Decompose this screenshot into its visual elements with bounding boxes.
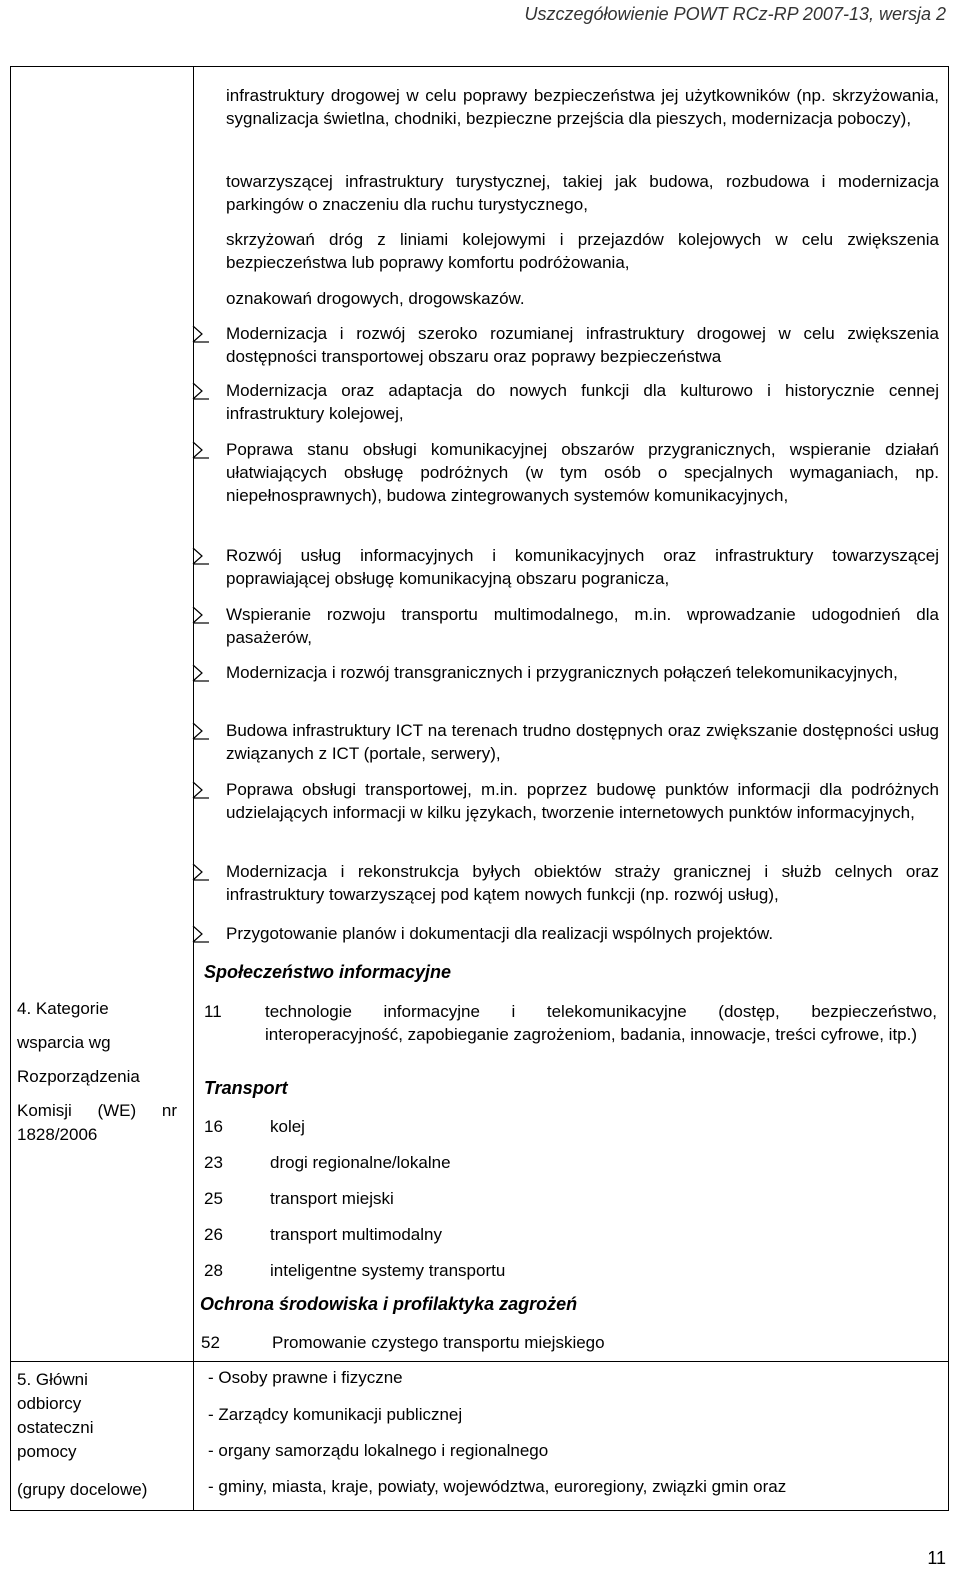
bullet-item-text: Wspieranie rozwoju transportu multimodalnego, m.in. wprowadzanie udogodnień dla pasażerów, xyxy=(226,605,939,647)
beneficiaries-label-line4: pomocy xyxy=(17,1442,77,1461)
category-code: 25 xyxy=(204,1189,223,1208)
bullet-item-text: Modernizacja i rozwój szeroko rozumianej infrastruktury drogowej w celu zwiększenia dostępności transportowej obszaru oraz poprawy bezpieczeństwa xyxy=(226,324,939,366)
section-info-society-title: Społeczeństwo informacyjne xyxy=(204,962,452,982)
category-text: technologie informacyjne i telekomunikacyjne (dostęp, bezpieczeństwo, interoperacyjność, zapobieganie zagrożeniom, badania, innowacje, treści cyfrowe, itp.) xyxy=(265,1002,937,1044)
section-environment-title: Ochrona środowiska i profilaktyka zagrożeń xyxy=(200,1294,578,1314)
page-number: 11 xyxy=(927,1548,946,1568)
beneficiaries-label-line3: ostateczni xyxy=(17,1418,94,1437)
top-paragraph-4: oznakowań drogowych, drogowskazów. xyxy=(226,289,525,308)
bullet-arrow-icon xyxy=(190,381,214,401)
categories-label-line4: Komisji (WE) nr xyxy=(17,1101,177,1120)
category-code: 26 xyxy=(204,1225,223,1244)
beneficiary-item: - Zarządcy komunikacji publicznej xyxy=(208,1405,463,1424)
bullet-arrow-icon xyxy=(190,663,214,683)
category-text: Promowanie czystego transportu miejskiego xyxy=(272,1333,605,1352)
top-paragraph-1: infrastruktury drogowej w celu poprawy bezpieczeństwa jej użytkowników (np. skrzyżowania, sygnalizacja świetlna, chodniki, bezpieczne przejścia dla pieszych, modernizacja poboczy), xyxy=(226,86,939,128)
bullet-arrow-icon xyxy=(190,324,214,344)
categories-label-line5: 1828/2006 xyxy=(17,1125,98,1144)
category-code: 11 xyxy=(204,1002,222,1021)
bullet-item-text: Modernizacja i rozwój transgranicznych i przygranicznych połączeń telekomunikacyjnych, xyxy=(226,663,898,682)
bullet-arrow-icon xyxy=(190,780,214,800)
beneficiary-item: - gminy, miasta, kraje, powiaty, województwa, euroregiony, związki gmin oraz xyxy=(208,1477,787,1496)
category-text: inteligentne systemy transportu xyxy=(270,1261,506,1280)
category-text: kolej xyxy=(270,1117,305,1136)
bullet-item-text: Przygotowanie planów i dokumentacji dla realizacji wspólnych projektów. xyxy=(226,924,774,943)
bullet-item-text: Rozwój usług informacyjnych i komunikacyjnych oraz infrastruktury towarzyszącej poprawiającej obsługę komunikacyjną obszaru pogranicza, xyxy=(226,546,939,588)
bullet-item-text: Modernizacja i rekonstrukcja byłych obiektów straży granicznej i służb celnych oraz infrastruktury towarzyszącej pod kątem nowych funkcji (np. rozwój usług), xyxy=(226,862,939,904)
bullet-arrow-icon xyxy=(190,721,214,741)
categories-header-cell xyxy=(17,997,177,1147)
category-text: drogi regionalne/lokalne xyxy=(270,1153,451,1172)
bullet-item-text: Poprawa stanu obsługi komunikacyjnej obszarów przygranicznych, wspieranie działań ułatwiających obsługę podróżnych (w tym osób o specjalnych wymaganiach, np. niepełnosprawnych), budowa zintegrowanych systemów komunikacyjnych, xyxy=(226,440,939,505)
category-text: transport miejski xyxy=(270,1189,394,1208)
bullet-arrow-icon xyxy=(190,862,214,882)
top-paragraph-3: skrzyżowań dróg z liniami kolejowymi i przejazdów kolejowych w celu zwiększenia bezpieczeństwa lub poprawy komfortu podróżowania, xyxy=(226,230,939,272)
category-code: 23 xyxy=(204,1153,223,1172)
top-paragraph-2: towarzyszącej infrastruktury turystycznej, takiej jak budowa, rozbudowa i modernizacja parkingów o znaczeniu dla ruchu turystycznego, xyxy=(226,172,939,214)
bullet-arrow-icon xyxy=(190,924,214,944)
section-transport-title: Transport xyxy=(204,1078,288,1098)
bullet-arrow-icon xyxy=(190,605,214,625)
category-code: 16 xyxy=(204,1117,223,1136)
bullet-item-text: Poprawa obsługi transportowej, m.in. poprzez budowę punktów informacji dla podróżnych udzielających informacji w kilku językach, tworzenie internetowych punktów informacyjnych, xyxy=(226,780,939,822)
category-text: transport multimodalny xyxy=(270,1225,442,1244)
document-header: Uszczegółowienie POWT RCz-RP 2007-13, wersja 2 xyxy=(524,4,946,24)
category-code: 28 xyxy=(204,1261,223,1280)
bullet-item-text: Modernizacja oraz adaptacja do nowych funkcji dla kulturowo i historycznie cennej infrastruktury kolejowej, xyxy=(226,381,939,423)
categories-label-line2: wsparcia wg xyxy=(17,1033,111,1052)
beneficiaries-label-line1: 5. Główni xyxy=(17,1370,88,1389)
categories-label-line3: Rozporządzenia xyxy=(17,1067,140,1086)
bullet-item-text: Budowa infrastruktury ICT na terenach trudno dostępnych oraz zwiększanie dostępności usług związanych z ICT (portale, serwery), xyxy=(226,721,939,763)
row-divider xyxy=(11,1361,948,1362)
category-code: 52 xyxy=(201,1333,220,1352)
bullet-arrow-icon xyxy=(190,440,214,460)
beneficiary-item: - organy samorządu lokalnego i regionalnego xyxy=(208,1441,549,1460)
beneficiary-item: - Osoby prawne i fizyczne xyxy=(208,1368,403,1387)
beneficiaries-label-line2: odbiorcy xyxy=(17,1394,82,1413)
categories-label-line1: 4. Kategorie xyxy=(17,999,109,1018)
bullet-arrow-icon xyxy=(190,546,214,566)
beneficiaries-label-line5: (grupy docelowe) xyxy=(17,1480,148,1499)
beneficiaries-header-cell xyxy=(17,1368,177,1502)
